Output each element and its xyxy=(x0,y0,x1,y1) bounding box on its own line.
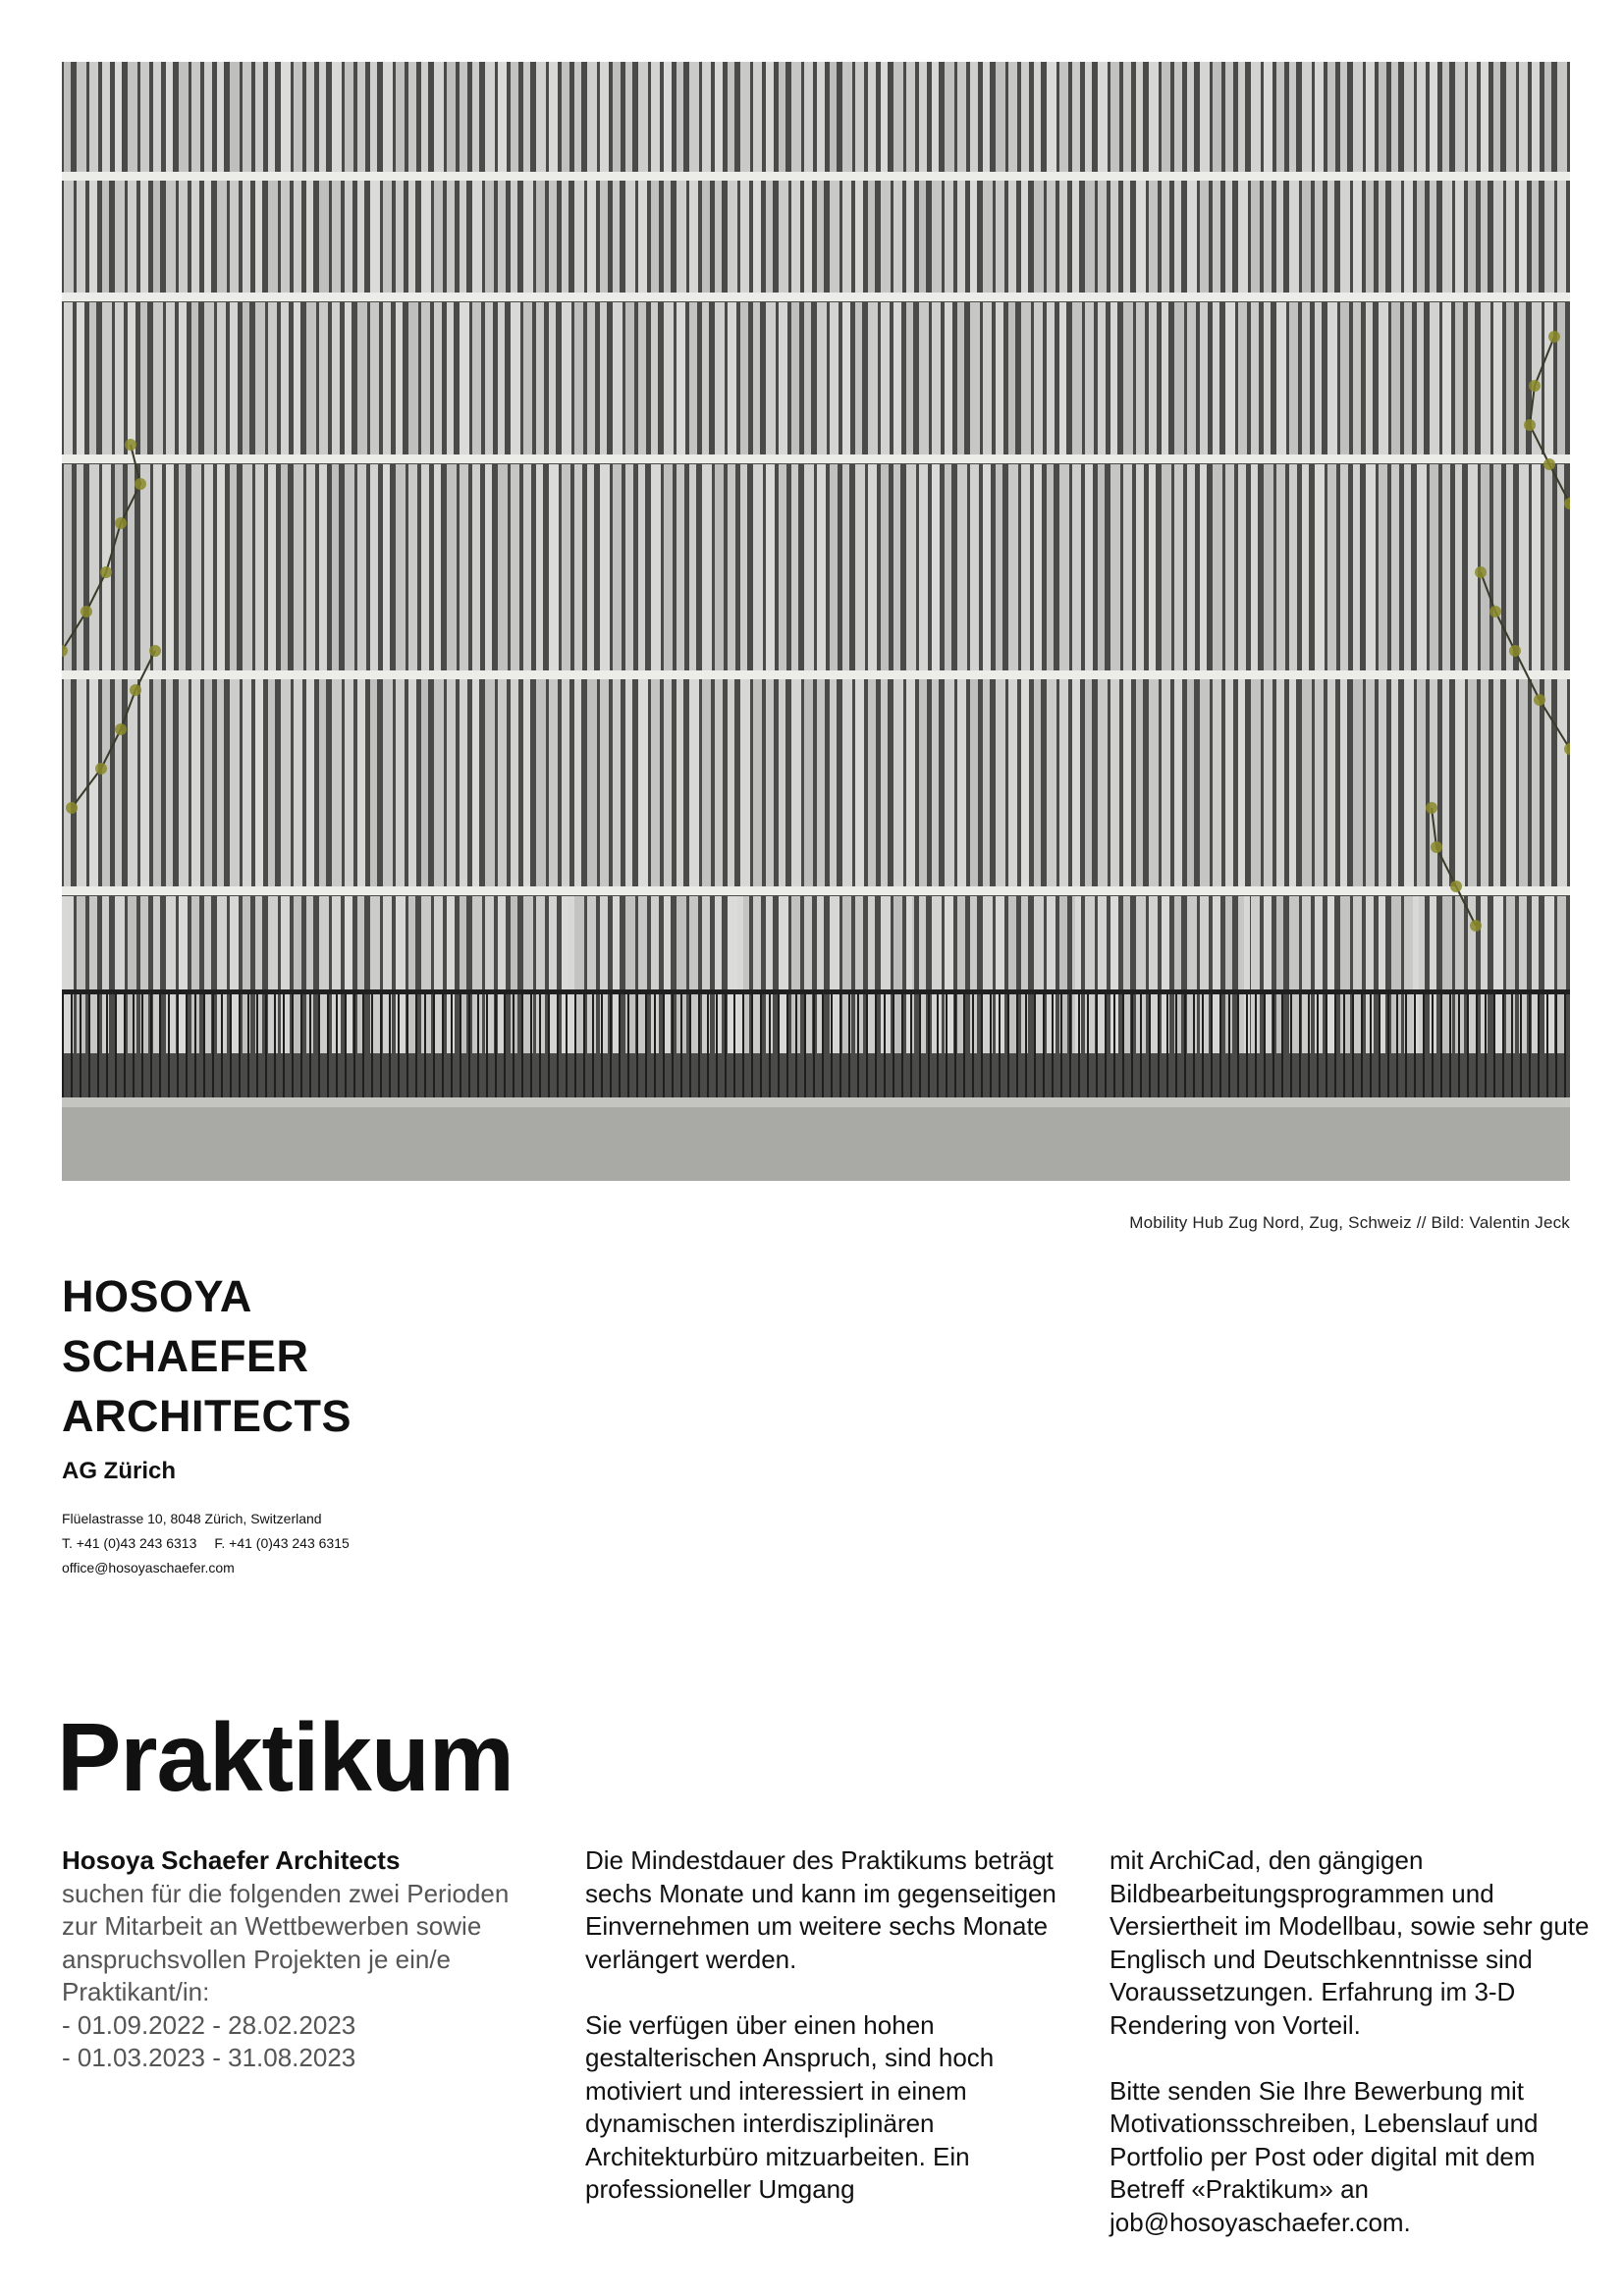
period-1: - 01.09.2022 - 28.02.2023 xyxy=(62,2009,356,2040)
floor-band xyxy=(62,670,1570,679)
column-intro xyxy=(62,1844,533,2075)
floor-band xyxy=(62,172,1570,181)
street-address: Flüelastrasse 10, 8048 Zürich, Switzerland xyxy=(62,1511,322,1526)
requirements-paragraph-2: mit ArchiCad, den gängigen Bildbearbeitungsprogrammen und Versiertheit im Modellbau, sowie sehr gute Englisch und Deutschkenntnisse sind Voraussetzungen. Erfahrung im 3-D Rendering von Vorteil. xyxy=(1110,1845,1590,2040)
office-email: office@hosoyaschaefer.com xyxy=(62,1560,235,1575)
floor-band xyxy=(62,293,1570,301)
facade-photo xyxy=(62,62,1570,1181)
firm-block xyxy=(62,1266,352,1580)
concrete-slab xyxy=(62,1097,1570,1181)
page-title: Praktikum xyxy=(57,1703,514,1811)
floor-band xyxy=(62,886,1570,895)
fax-number: F. +41 (0)43 243 6315 xyxy=(214,1535,350,1551)
floor-band xyxy=(62,454,1570,463)
photo-caption: Mobility Hub Zug Nord, Zug, Schweiz // Bild: Valentin Jeck xyxy=(1129,1213,1570,1232)
firm-name-line-2: SCHAEFER xyxy=(62,1331,309,1381)
period-2: - 01.03.2023 - 31.08.2023 xyxy=(62,2043,356,2072)
intro-body: suchen für die folgenden zwei Perioden zur Mitarbeit an Wettbewerben sowie anspruchsvollen Projekten je ein/e Praktikant/in: xyxy=(62,1878,510,2006)
firm-subtitle: AG Zürich xyxy=(62,1458,177,1484)
intro-lead: Hosoya Schaefer Architects xyxy=(62,1845,401,1875)
phone-fax-line xyxy=(62,1531,352,1556)
application-paragraph: Bitte senden Sie Ihre Bewerbung mit Motivationsschreiben, Lebenslauf und Portfolio per Post oder digital mit dem Betreff «Praktikum» an job@hosoyaschaefer.com. xyxy=(1110,2075,1539,2237)
contact-block xyxy=(62,1507,352,1580)
requirements-paragraph-1: Sie verfügen über einen hohen gestalterischen Anspruch, sind hoch motiviert und interessiert in einem dynamischen interdisziplinären Architekturbüro mitzuarbeiten. Ein professioneller Umgang xyxy=(585,2009,995,2204)
phone-number: T. +41 (0)43 243 6313 xyxy=(62,1535,197,1551)
column-duration xyxy=(585,1844,1056,2207)
facade-illustration xyxy=(62,62,1570,1181)
firm-name-line-3: ARCHITECTS xyxy=(62,1391,352,1441)
column-application xyxy=(1110,1844,1591,2239)
duration-paragraph: Die Mindestdauer des Praktikums beträgt sechs Monate und kann im gegenseitigen Einvernehmen um weitere sechs Monate verlängert werden. xyxy=(585,1845,1056,1974)
firm-name-line-1: HOSOYA xyxy=(62,1271,252,1321)
